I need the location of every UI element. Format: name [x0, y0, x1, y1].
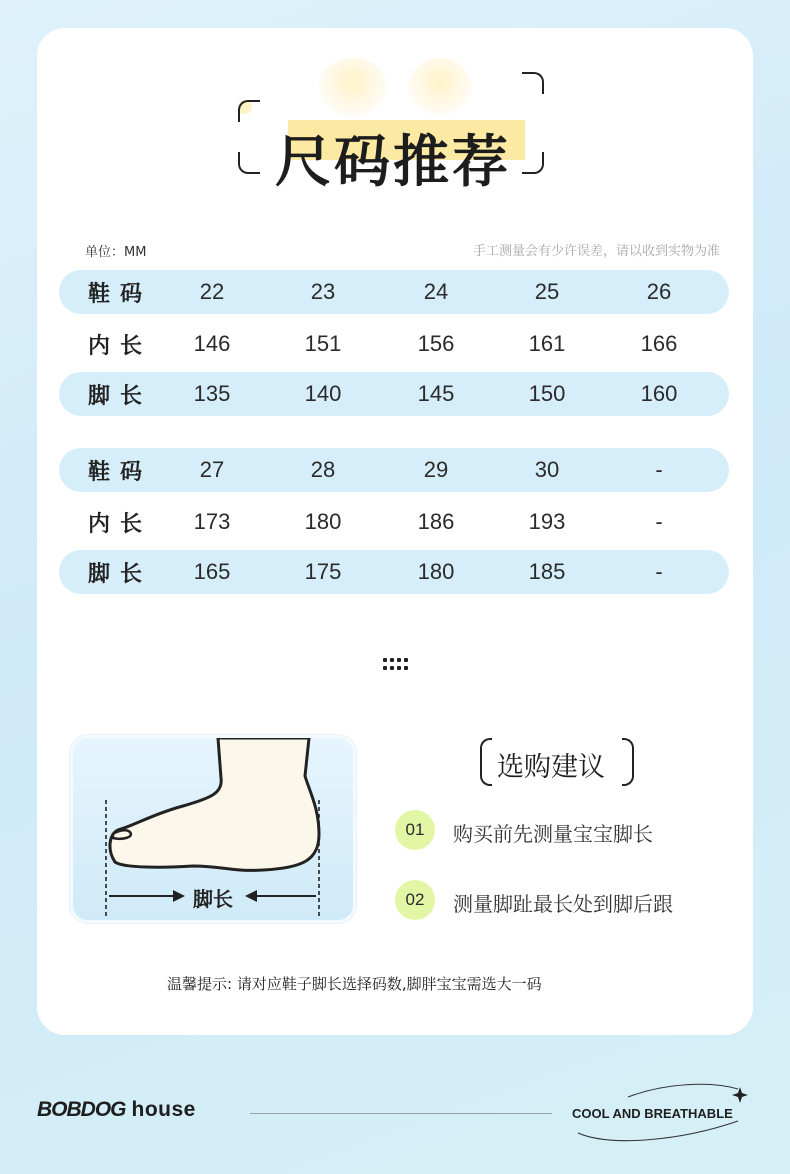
title-bracket [238, 152, 260, 174]
cell: 166 [640, 331, 678, 356]
row-label: 脚长 [88, 561, 153, 587]
cell: 150 [528, 381, 566, 406]
cell: 151 [304, 331, 342, 356]
advice-bracket [480, 738, 492, 786]
table-row [59, 270, 729, 314]
foot-length-diagram [70, 735, 356, 923]
cell: 180 [417, 559, 455, 584]
brand-logo [37, 1098, 196, 1122]
cell: 173 [193, 509, 231, 534]
cell: 145 [417, 381, 455, 406]
cell: 193 [528, 509, 566, 534]
foot-length-label: 脚长 [193, 887, 233, 911]
advice-title-block [480, 738, 634, 786]
cell: 22 [199, 279, 225, 304]
cell: 30 [534, 457, 560, 482]
cell: 28 [310, 457, 336, 482]
measure-note: 手工测量会有少许误差，请以收到实物为准 [472, 244, 720, 259]
brand-logo-text: BOBDOG [37, 1098, 126, 1121]
advice-bracket [622, 738, 634, 786]
cell: 185 [528, 559, 566, 584]
cell: 146 [193, 331, 231, 356]
table-row [59, 372, 729, 416]
title-bracket [522, 152, 544, 174]
footer-divider [250, 1113, 552, 1114]
table-row [59, 322, 729, 366]
advice-title: 选购建议 [497, 752, 605, 783]
cell: 156 [417, 331, 455, 356]
tip-text: 测量脚趾最长处到脚后跟 [453, 892, 673, 916]
row-label: 内长 [88, 333, 153, 359]
warm-tip: 温馨提示: 请对应鞋子脚长选择码数,脚胖宝宝需选大一码 [167, 975, 542, 993]
cell: - [655, 559, 663, 584]
row-label: 鞋码 [88, 459, 153, 485]
cell: 23 [310, 279, 336, 304]
table-row [59, 500, 729, 544]
cell: 186 [417, 509, 455, 534]
cell: 135 [193, 381, 231, 406]
table-row [59, 550, 729, 594]
title-bracket [238, 100, 260, 122]
cell: 27 [199, 457, 225, 482]
cell: 140 [304, 381, 342, 406]
title-block [200, 72, 511, 195]
cell: 26 [646, 279, 672, 304]
table-row [59, 448, 729, 492]
cell: 25 [534, 279, 560, 304]
title-bracket [522, 72, 544, 94]
cell: 180 [304, 509, 342, 534]
cell: 29 [423, 457, 449, 482]
divider-dots-icon [383, 658, 409, 672]
unit-label: 单位：MM [85, 245, 147, 260]
page-title: 尺码推荐 [275, 130, 511, 195]
brand-suffix: house [131, 1098, 196, 1121]
cell: 24 [423, 279, 449, 304]
row-label: 内长 [88, 511, 153, 537]
cell: - [655, 457, 663, 482]
cell: - [655, 509, 663, 534]
row-label: 脚长 [88, 383, 153, 409]
brand-slogan: COOL AND BREATHABLE [572, 1106, 733, 1121]
cell: 165 [193, 559, 231, 584]
cell: 175 [304, 559, 342, 584]
cell: 161 [528, 331, 566, 356]
decor-bubble [318, 58, 388, 118]
tip-text: 购买前先测量宝宝脚长 [453, 822, 653, 846]
decor-bubble [408, 58, 472, 118]
tip-number-badge: 01 [395, 810, 435, 850]
row-label: 鞋码 [88, 281, 153, 307]
tip-number-badge: 02 [395, 880, 435, 920]
cell: 160 [640, 381, 678, 406]
